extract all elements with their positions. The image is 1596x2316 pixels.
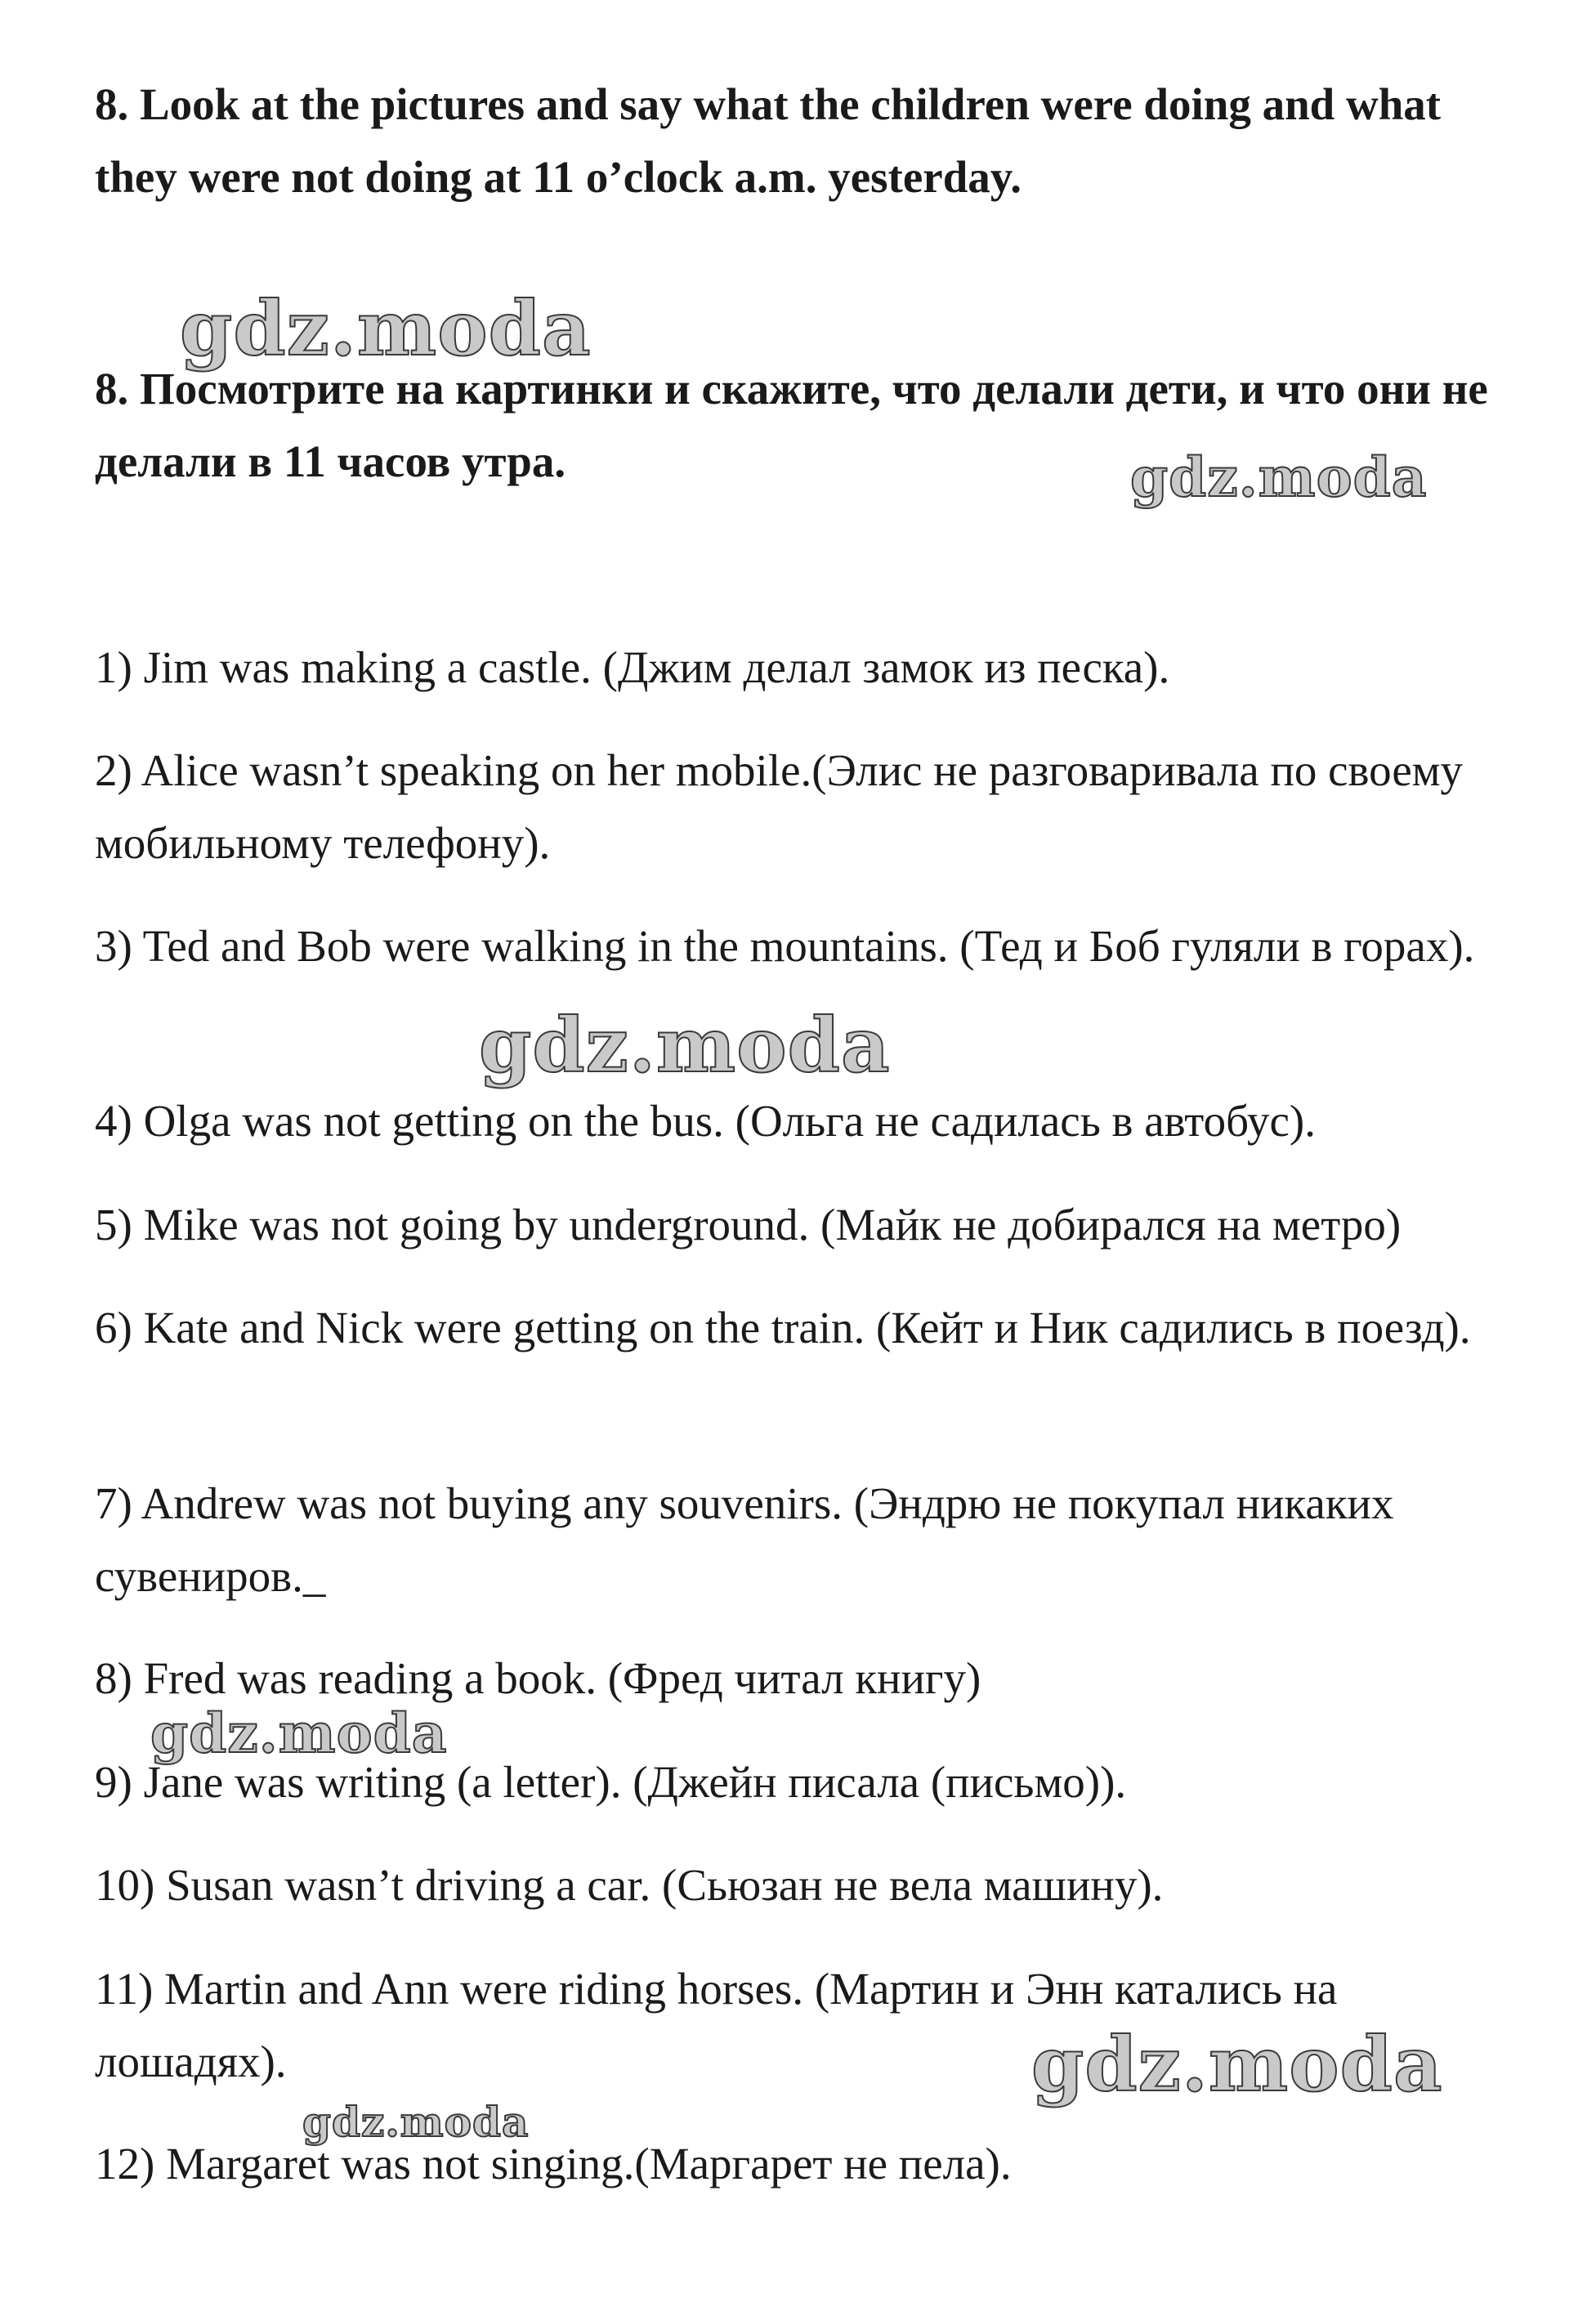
exercise-heading-english: 8. Look at the pictures and say what the children were doing and what they were not doing at 11 o’clock a.m. yesterday. [95, 79, 1442, 202]
watermark: gdz.moda [479, 1001, 891, 1089]
answer-item-6: 6) Kate and Nick were getting on the train. (Кейт и Ник садились в поезд). [95, 1303, 1471, 1352]
watermark: gdz.moda [302, 2098, 530, 2146]
answer-item-12: 12) Margaret was not singing.(Маргарет не пела). [95, 2139, 1012, 2189]
answer-item-4: 4) Olga was not getting on the bus. (Ольга не садилась в автобус). [95, 1096, 1316, 1146]
watermark: gdz.moda [1130, 445, 1428, 509]
answer-item-9: 9) Jane was writing (a letter). (Джейн писала (письмо)). [95, 1757, 1127, 1807]
exercise-heading-russian: 8. Посмотрите на картинки и скажите, что делали дети, и что они не делали в 11 часов утра. [95, 364, 1488, 486]
answer-item-10: 10) Susan wasn’t driving a car. (Сьюзан не вела машину). [95, 1860, 1164, 1910]
answer-item-8: 8) Fred was reading a book. (Фред читал книгу) [95, 1653, 981, 1703]
watermark: gdz.moda [180, 284, 592, 373]
watermark: gdz.moda [150, 1701, 448, 1765]
answer-item-11: 11) Martin and Ann were riding horses. (Мартин и Энн катались на лошадях). [95, 1964, 1338, 2086]
watermark: gdz.moda [1031, 2020, 1443, 2108]
answer-item-7: 7) Andrew was not buying any souvenirs. (Эндрю не покупал никаких сувениров._ [95, 1478, 1394, 1601]
answer-item-5: 5) Mike was not going by underground. (Майк не добирался на метро) [95, 1200, 1402, 1250]
answer-item-3: 3) Ted and Bob were walking in the mountains. (Тед и Боб гуляли в горах). [95, 921, 1475, 971]
answer-item-2: 2) Alice wasn’t speaking on her mobile.(Элис не разговаривала по своему мобильному телефону). [95, 745, 1464, 868]
answer-item-1: 1) Jim was making a castle. (Джим делал замок из песка). [95, 642, 1170, 692]
